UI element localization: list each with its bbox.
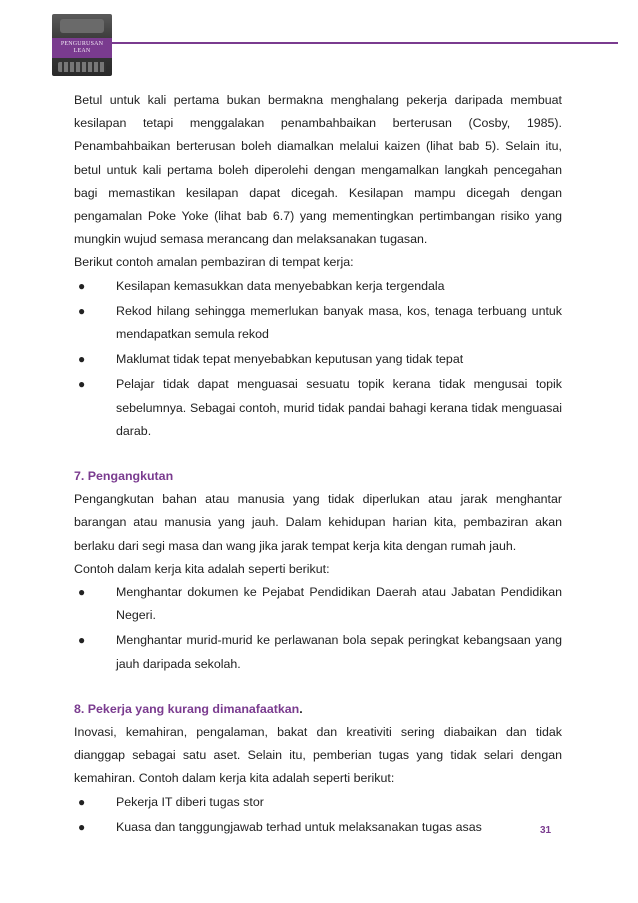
bullet-icon: ● xyxy=(78,278,86,293)
list-item xyxy=(74,816,562,839)
intro-bullet-list xyxy=(74,275,562,443)
typewriter-top xyxy=(60,19,104,33)
intro-lead: Berikut contoh amalan pembaziran di tempat kerja: xyxy=(74,255,354,270)
intro-paragraph: Betul untuk kali pertama bukan bermakna menghalang pekerja daripada membuat kesilapan tetapi menggalakan penambahbaikan berterusan (Cosby, 1985). Penambahbaikan berterusan boleh diamalkan melalui kaizen (lihat bab 5). Selain itu, betul untuk kali pertama boleh diperolehi dengan mengamalkan langkah pencegahan bagi memastikan kesilapan dapat dicegah. Kesilapan mampu dicegah dengan pengamalan Poke Yoke (lihat bab 6.7) yang mementingkan pertimbangan risiko yang mungkin wujud semasa merancang dan melaksanakan tugasan. xyxy=(74,93,562,247)
list-item xyxy=(74,373,562,443)
section-7-heading: 7. Pengangkutan xyxy=(74,469,174,484)
typewriter-keys xyxy=(58,62,106,72)
section-8-heading-text: 8. Pekerja yang kurang dimanafaatkan xyxy=(74,701,300,716)
list-item xyxy=(74,348,562,371)
list-item xyxy=(74,629,562,675)
bullet-icon: ● xyxy=(78,303,86,318)
list-item xyxy=(74,791,562,814)
section-7-bullet-list xyxy=(74,581,562,676)
page-number: 31 xyxy=(540,825,552,836)
list-item-text: Menghantar dokumen ke Pejabat Pendidikan Daerah atau Jabatan Pendidikan Negeri. xyxy=(116,585,562,623)
bullet-icon: ● xyxy=(78,794,86,809)
list-item-text: Pelajar tidak dapat menguasai sesuatu topik kerana tidak mengusai topik sebelumnya. Sebagai contoh, murid tidak pandai bahagi kerana tidak menguasai darab. xyxy=(116,377,562,438)
bullet-icon: ● xyxy=(78,352,86,367)
section-8-bullet-list xyxy=(74,791,562,839)
logo-band xyxy=(52,38,112,58)
logo-line1: PENGURUSAN xyxy=(60,41,104,47)
logo xyxy=(52,14,112,76)
list-item-text: Rekod hilang sehingga memerlukan banyak masa, kos, tenaga terbuang untuk mendapatkan semula rekod xyxy=(116,303,562,342)
list-item-text: Menghantar murid-murid ke perlawanan bola sepak peringkat kebangsaan yang jauh daripada sekolah. xyxy=(116,633,562,671)
logo-line2: LEAN xyxy=(73,48,91,54)
list-item-text: Kesilapan kemasukkan data menyebabkan kerja tergendala xyxy=(116,278,445,293)
bullet-icon: ● xyxy=(78,819,86,834)
section-8-paragraph: Inovasi, kemahiran, pengalaman, bakat dan kreativiti sering diabaikan dan tidak dianggap sebagai satu aset. Selain itu, pemberian tugas yang tidak selari dengan kemahiran. Contoh dalam kerja kita adalah seperti berikut: xyxy=(74,725,562,786)
page-content xyxy=(74,89,562,839)
section-8-heading-period: . xyxy=(299,701,303,716)
list-item xyxy=(74,275,562,298)
bullet-icon: ● xyxy=(78,633,86,648)
section-7-lead: Contoh dalam kerja kita adalah seperti berikut: xyxy=(74,561,330,576)
section-7-paragraph: Pengangkutan bahan atau manusia yang tidak diperlukan atau jarak menghantar barangan atau manusia yang jauh. Dalam kehidupan harian kita, pembaziran akan berlaku dari segi masa dan wang jika jarak tempat kerja kita dengan rumah jauh. xyxy=(74,492,562,553)
list-item-text: Pekerja IT diberi tugas stor xyxy=(116,794,264,809)
list-item-text: Kuasa dan tanggungjawab terhad untuk melaksanakan tugas asas xyxy=(116,819,482,834)
list-item xyxy=(74,581,562,627)
section-8-heading xyxy=(74,698,562,721)
bullet-icon: ● xyxy=(78,377,86,392)
bullet-icon: ● xyxy=(78,585,86,600)
list-item-text: Maklumat tidak tepat menyebabkan keputusan yang tidak tepat xyxy=(116,352,464,367)
header-rule xyxy=(108,42,618,44)
list-item xyxy=(74,300,562,346)
